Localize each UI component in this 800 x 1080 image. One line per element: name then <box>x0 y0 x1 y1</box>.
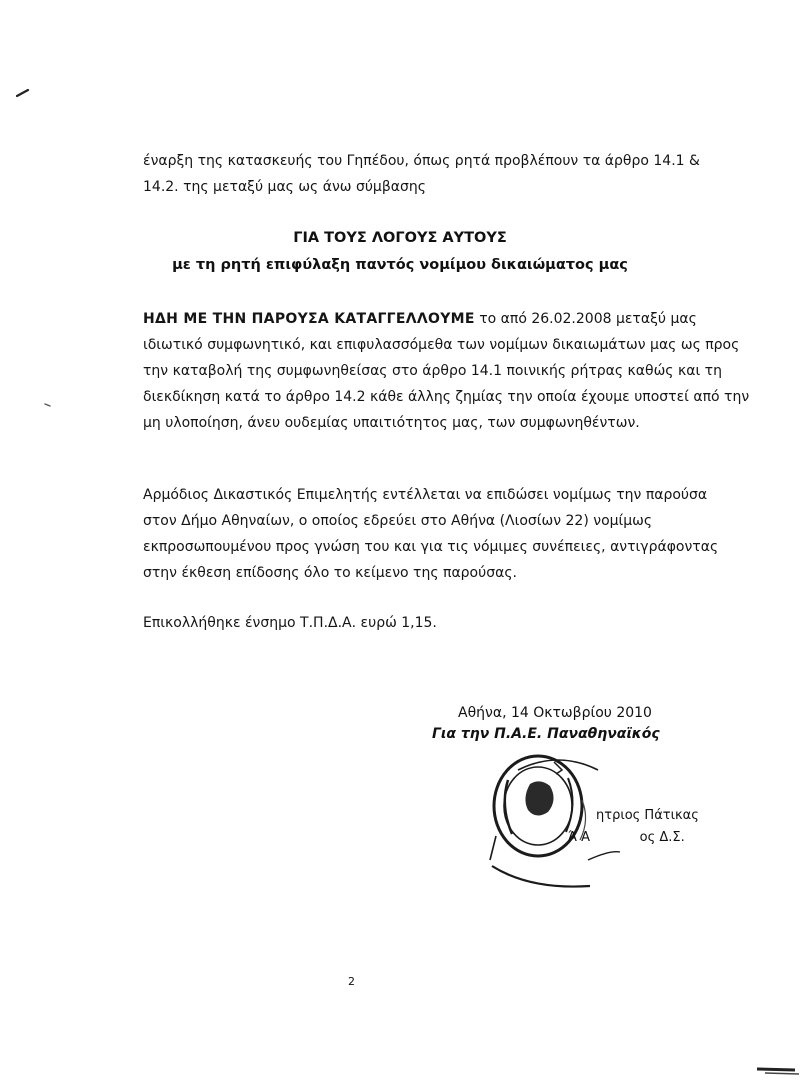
scan-speck-dot <box>44 402 52 408</box>
bailiff-line: στον Δήμο Αθηναίων, ο οποίος εδρεύει στο Αθήνα (Λιοσίων 22) νομίμως <box>143 513 653 529</box>
intro-line: έναρξη της κατασκευής του Γηπέδου, όπως ρητά προβλέπουν τα άρθρο 14.1 & <box>143 153 700 169</box>
denunciation-line: μη υλοποίηση, άνευ ουδεμίας υπαιτιότητος μας, των συμφωνηθέντων. <box>143 415 640 431</box>
place-date: Αθήνα, 14 Οκτωβρίου 2010 <box>458 705 652 721</box>
section-heading: ΓΙΑ ΤΟΥΣ ΛΟΓΟΥΣ ΑΥΤΟΥΣ <box>293 230 507 246</box>
scan-edge-mark <box>755 1060 800 1076</box>
signatory-name: ητριος Πάτικας <box>596 808 699 823</box>
bailiff-paragraph <box>143 482 719 586</box>
stamp-fee-note <box>143 610 543 636</box>
denunciation-line: την καταβολή της συμφωνηθείσας στο άρθρο 14.1 ποινικής ρήτρας καθώς και τη <box>143 363 722 379</box>
denunciation-line: διεκδίκηση κατά το άρθρο 14.2 κάθε άλλης ζημίας την οποία έχουμε υποστεί από την <box>143 389 750 405</box>
denunciation-text: το από 26.02.2008 μεταξύ μας <box>474 311 697 327</box>
scan-speck-mark <box>16 88 30 98</box>
bailiff-line: εκπροσωπουμένου προς γνώση του και για τις νόμιμες συνέπειες, αντιγράφοντας <box>143 539 719 555</box>
bailiff-line: στην έκθεση επίδοσης όλο το κείμενο της παρούσας. <box>143 565 517 581</box>
intro-line: 14.2. της μεταξύ μας ως άνω σύμβασης <box>143 179 426 195</box>
intro-paragraph <box>143 148 700 200</box>
denunciation-line: ιδιωτικό συμφωνητικό, και επιφυλασσόμεθα των νομίμων δικαιωμάτων μας ως προς <box>143 337 740 353</box>
section-subheading: με τη ρητή επιφύλαξη παντός νομίμου δικαιώματος μας <box>172 257 628 273</box>
denunciation-first-line <box>143 306 697 332</box>
page-number: 2 <box>348 975 355 988</box>
stamp-fee-text: Επικολλήθηκε ένσημο Τ.Π.Δ.Α. ευρώ 1,15. <box>143 615 437 631</box>
bailiff-line: Αρμόδιος Δικαστικός Επιμελητής εντέλλεται να επιδώσει νομίμως την παρούσα <box>143 487 708 503</box>
denunciation-paragraph <box>143 306 750 436</box>
on-behalf-line: Για την Π.Α.Ε. Παναθηναϊκός <box>432 726 660 742</box>
signatory-title: Ά Α ος Δ.Σ. <box>568 830 685 845</box>
denunciation-lead: ΗΔΗ ΜΕ ΤΗΝ ΠΑΡΟΥΣΑ ΚΑΤΑΓΓΕΛΛΟΥΜΕ <box>143 311 475 327</box>
